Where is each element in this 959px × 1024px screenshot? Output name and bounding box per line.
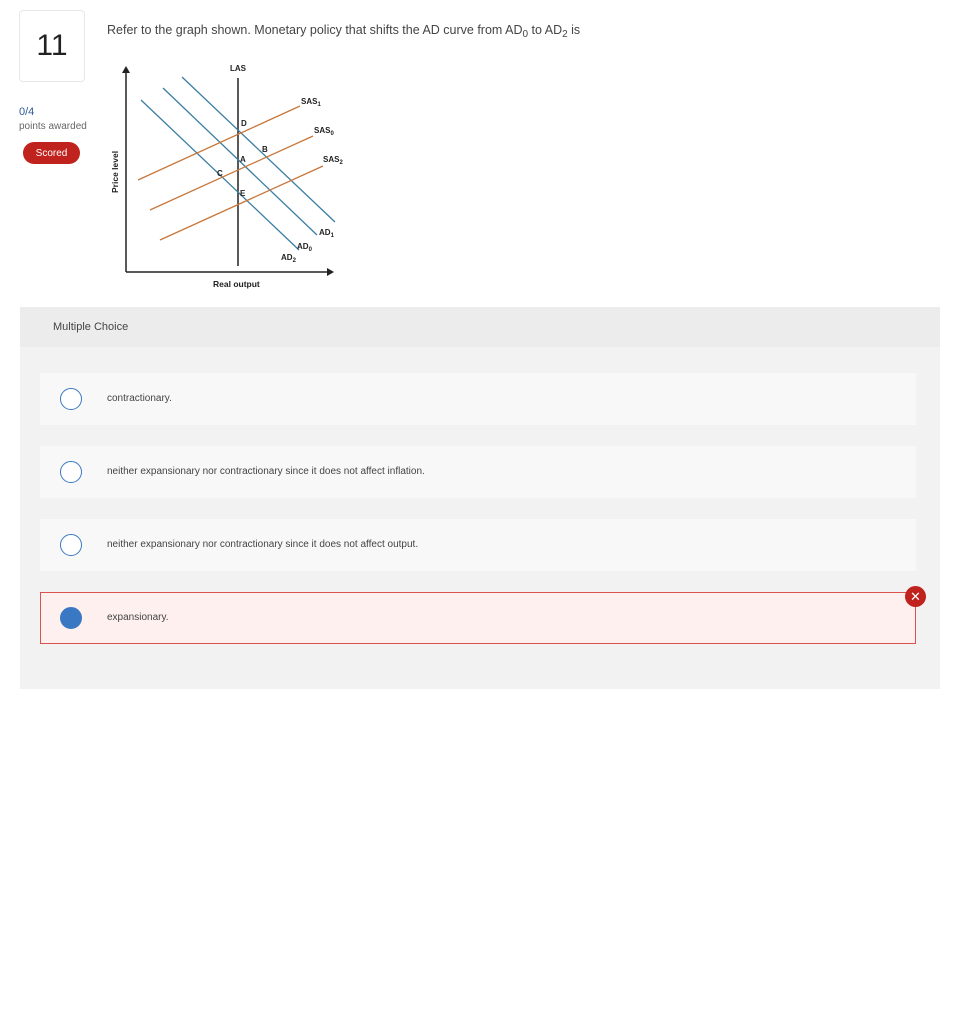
point-c-label: C: [217, 169, 223, 178]
answer-option-text: neither expansionary nor contractionary since it does not affect inflation.: [107, 466, 425, 477]
question-number: 11: [19, 10, 85, 82]
answer-option-1[interactable]: [40, 373, 916, 425]
x-axis-label: Real output: [213, 279, 260, 289]
point-e-label: E: [240, 189, 246, 198]
ad0-label-main: AD: [297, 242, 309, 251]
answer-option-2[interactable]: [40, 446, 916, 498]
radio-button[interactable]: [60, 534, 82, 556]
ad2-label: [281, 253, 297, 264]
sas2-curve: [160, 166, 323, 240]
prompt-text-3: is: [567, 23, 581, 37]
point-b-label: B: [262, 145, 268, 154]
prompt-sub-2: 2: [562, 29, 568, 40]
sas2-label: [323, 155, 343, 166]
question-prompt: [107, 23, 580, 40]
points-value: 0/4: [19, 106, 35, 118]
multiple-choice-header: [20, 307, 940, 347]
multiple-choice-panel: [20, 307, 940, 689]
x-icon: ✕: [905, 586, 926, 607]
radio-button[interactable]: [60, 461, 82, 483]
point-a-label: A: [240, 155, 246, 164]
x-axis-arrow: [327, 268, 334, 276]
points-label: points awarded: [19, 121, 87, 132]
ad0-label: [297, 242, 313, 253]
y-axis-label: Price level: [110, 150, 120, 193]
sas0-label-main: SAS: [314, 126, 331, 135]
as-ad-graph: [100, 58, 360, 298]
answer-option-text: expansionary.: [107, 612, 169, 623]
sas1-label-main: SAS: [301, 97, 318, 106]
ad1-label: [319, 228, 335, 239]
prompt-text-2: to AD: [528, 23, 563, 37]
radio-button-selected[interactable]: [60, 607, 82, 629]
answer-option-3[interactable]: [40, 519, 916, 571]
sas0-curve: [150, 136, 313, 210]
sas1-label-sub: 1: [317, 102, 321, 108]
status-badge: Scored: [23, 142, 80, 164]
radio-button[interactable]: [60, 388, 82, 410]
prompt-text-1: Refer to the graph shown. Monetary policy that shifts the AD curve from AD: [107, 23, 523, 37]
y-axis-arrow: [122, 66, 130, 73]
answer-option-text: contractionary.: [107, 393, 172, 404]
sas0-label: [314, 126, 334, 137]
answer-option-4-selected[interactable]: [40, 592, 916, 644]
las-label: LAS: [230, 64, 246, 73]
sas1-label: [301, 97, 321, 108]
ad1-label-sub: 1: [330, 233, 334, 239]
sas2-label-sub: 2: [339, 160, 343, 166]
ad2-label-main: AD: [281, 253, 293, 262]
answer-option-text: neither expansionary nor contractionary since it does not affect output.: [107, 539, 419, 550]
ad0-label-sub: 0: [308, 247, 312, 253]
ad2-label-sub: 2: [292, 258, 296, 264]
ad1-label-main: AD: [319, 228, 331, 237]
sas2-label-main: SAS: [323, 155, 340, 164]
sas0-label-sub: 0: [330, 131, 334, 137]
point-d-label: D: [241, 119, 247, 128]
multiple-choice-title: Multiple Choice: [53, 321, 129, 333]
prompt-sub-1: 0: [522, 29, 529, 40]
